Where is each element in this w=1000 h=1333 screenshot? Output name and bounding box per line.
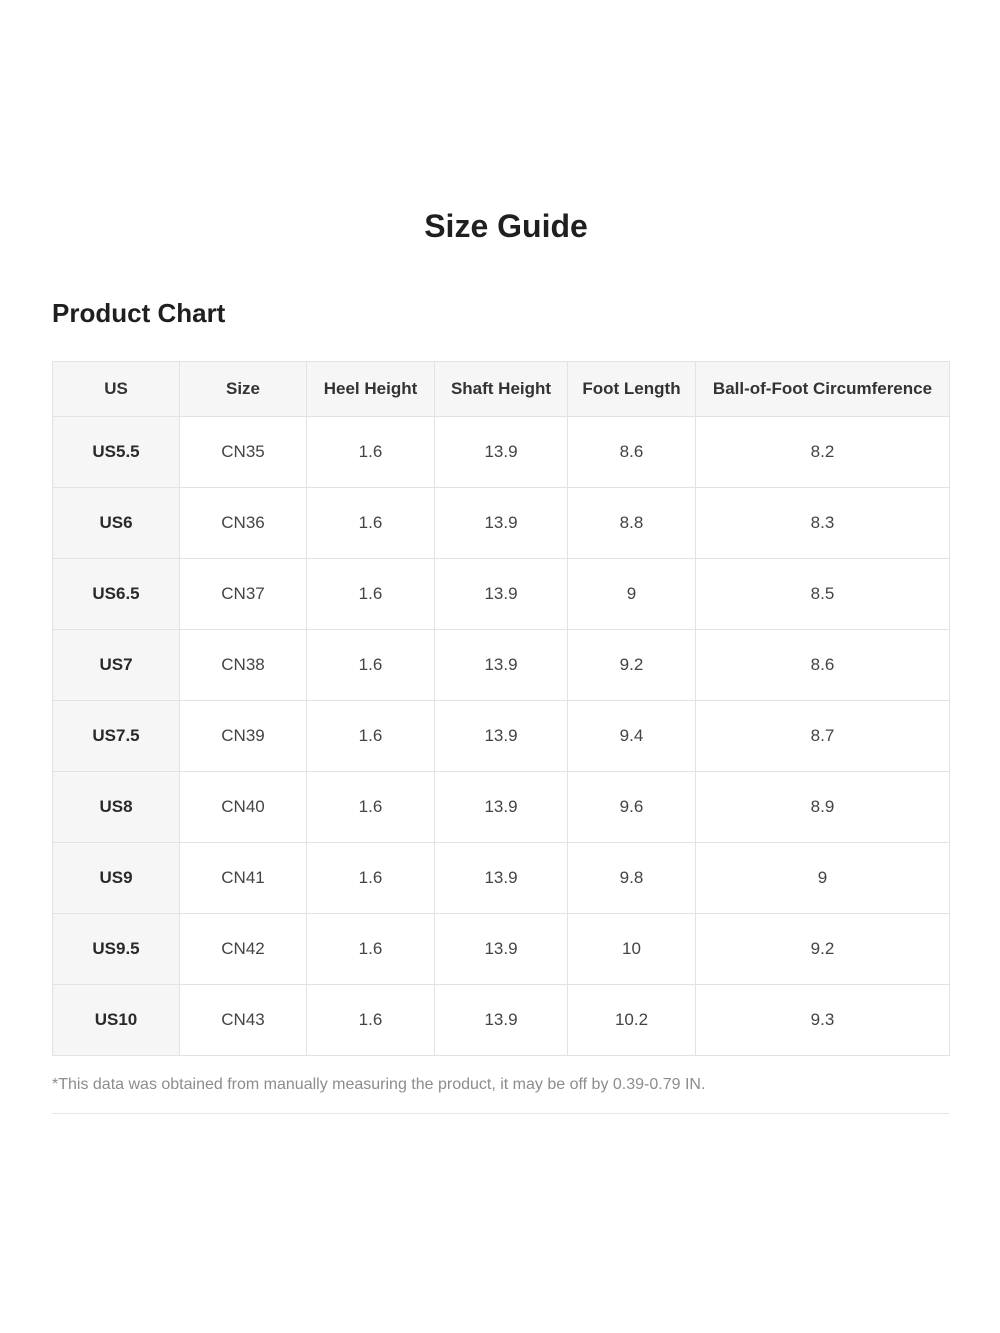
column-header-ball-of-foot-circumference: Ball-of-Foot Circumference bbox=[696, 362, 950, 417]
cell-foot-length: 8.8 bbox=[568, 488, 696, 559]
cell-size: CN35 bbox=[180, 417, 307, 488]
cell-ball-of-foot-circumference: 8.9 bbox=[696, 772, 950, 843]
cell-foot-length: 9.4 bbox=[568, 701, 696, 772]
column-header-heel-height: Heel Height bbox=[307, 362, 435, 417]
cell-heel-height: 1.6 bbox=[307, 985, 435, 1056]
cell-foot-length: 9.8 bbox=[568, 843, 696, 914]
cell-ball-of-foot-circumference: 8.7 bbox=[696, 701, 950, 772]
table-row bbox=[53, 488, 950, 559]
cell-ball-of-foot-circumference: 8.5 bbox=[696, 559, 950, 630]
table-row bbox=[53, 772, 950, 843]
table-row bbox=[53, 843, 950, 914]
cell-size: CN37 bbox=[180, 559, 307, 630]
page-title: Size Guide bbox=[424, 208, 588, 244]
cell-shaft-height: 13.9 bbox=[435, 985, 568, 1056]
cell-us: US7.5 bbox=[53, 701, 180, 772]
table-row bbox=[53, 914, 950, 985]
cell-foot-length: 9 bbox=[568, 559, 696, 630]
cell-us: US7 bbox=[53, 630, 180, 701]
table-row bbox=[53, 559, 950, 630]
cell-us: US6.5 bbox=[53, 559, 180, 630]
cell-size: CN36 bbox=[180, 488, 307, 559]
measurement-disclaimer: *This data was obtained from manually measuring the product, it may be off by 0.39-0.79 IN. bbox=[52, 1076, 706, 1093]
cell-shaft-height: 13.9 bbox=[435, 843, 568, 914]
cell-foot-length: 10.2 bbox=[568, 985, 696, 1056]
cell-heel-height: 1.6 bbox=[307, 630, 435, 701]
cell-us: US6 bbox=[53, 488, 180, 559]
section-title: Product Chart bbox=[52, 298, 226, 328]
cell-ball-of-foot-circumference: 9 bbox=[696, 843, 950, 914]
table-row bbox=[53, 985, 950, 1056]
column-header-us: US bbox=[53, 362, 180, 417]
cell-heel-height: 1.6 bbox=[307, 417, 435, 488]
cell-us: US5.5 bbox=[53, 417, 180, 488]
column-header-shaft-height: Shaft Height bbox=[435, 362, 568, 417]
cell-ball-of-foot-circumference: 8.6 bbox=[696, 630, 950, 701]
cell-us: US9 bbox=[53, 843, 180, 914]
column-header-foot-length: Foot Length bbox=[568, 362, 696, 417]
cell-us: US10 bbox=[53, 985, 180, 1056]
cell-shaft-height: 13.9 bbox=[435, 417, 568, 488]
cell-us: US9.5 bbox=[53, 914, 180, 985]
cell-shaft-height: 13.9 bbox=[435, 488, 568, 559]
cell-shaft-height: 13.9 bbox=[435, 772, 568, 843]
cell-size: CN41 bbox=[180, 843, 307, 914]
cell-shaft-height: 13.9 bbox=[435, 559, 568, 630]
cell-shaft-height: 13.9 bbox=[435, 630, 568, 701]
table-row bbox=[53, 417, 950, 488]
cell-heel-height: 1.6 bbox=[307, 772, 435, 843]
cell-foot-length: 9.6 bbox=[568, 772, 696, 843]
cell-heel-height: 1.6 bbox=[307, 701, 435, 772]
cell-ball-of-foot-circumference: 9.3 bbox=[696, 985, 950, 1056]
cell-foot-length: 8.6 bbox=[568, 417, 696, 488]
cell-foot-length: 9.2 bbox=[568, 630, 696, 701]
cell-ball-of-foot-circumference: 8.3 bbox=[696, 488, 950, 559]
divider bbox=[52, 1113, 949, 1114]
cell-heel-height: 1.6 bbox=[307, 843, 435, 914]
cell-heel-height: 1.6 bbox=[307, 488, 435, 559]
table-header-row bbox=[53, 362, 950, 417]
cell-heel-height: 1.6 bbox=[307, 559, 435, 630]
cell-ball-of-foot-circumference: 8.2 bbox=[696, 417, 950, 488]
cell-foot-length: 10 bbox=[568, 914, 696, 985]
table-row bbox=[53, 630, 950, 701]
cell-size: CN40 bbox=[180, 772, 307, 843]
cell-ball-of-foot-circumference: 9.2 bbox=[696, 914, 950, 985]
column-header-size: Size bbox=[180, 362, 307, 417]
cell-size: CN39 bbox=[180, 701, 307, 772]
cell-size: CN42 bbox=[180, 914, 307, 985]
table-row bbox=[53, 701, 950, 772]
cell-shaft-height: 13.9 bbox=[435, 914, 568, 985]
cell-us: US8 bbox=[53, 772, 180, 843]
cell-heel-height: 1.6 bbox=[307, 914, 435, 985]
cell-size: CN43 bbox=[180, 985, 307, 1056]
size-chart-table bbox=[52, 361, 950, 1056]
cell-size: CN38 bbox=[180, 630, 307, 701]
cell-shaft-height: 13.9 bbox=[435, 701, 568, 772]
